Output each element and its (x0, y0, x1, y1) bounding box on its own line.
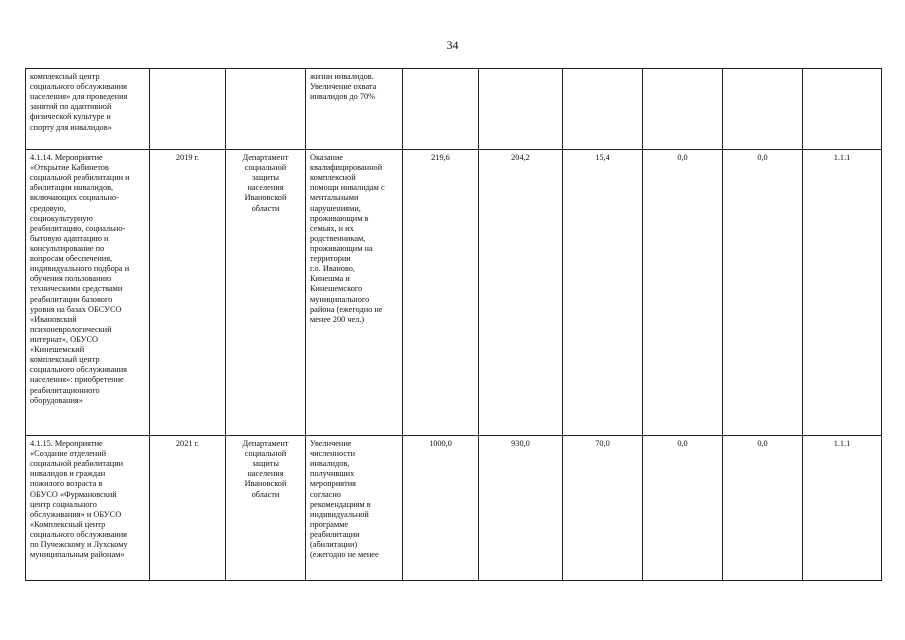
executor-cell (226, 436, 306, 581)
result-cell (306, 150, 403, 436)
value-other-cell: 0,0 (723, 436, 803, 581)
measures-table (25, 68, 882, 581)
expected-result: Увеличение численности инвалидов, получивших мероприятия согласно рекомендациям в индивидуальной программе реабилитации (абилитации) (ежегодно не менее (310, 439, 379, 560)
value-regional-cell: 930,0 (479, 436, 563, 581)
measure-name: 4.1.15. Мероприятие «Создание отделений социальной реабилитации инвалидов и граждан пожилого возраста в ОБУСО «Фурмановский центр социального обслуживания» и ОБУСО «Комплексный центр социального обслуживания по Пучежскому и Лухскому муниципальным районам» (30, 439, 128, 560)
value-federal-cell: 15,4 (563, 150, 643, 436)
table-row (26, 150, 882, 436)
executor: Департамент социальной защиты населения Ивановской области (242, 439, 289, 499)
value-other-cell: 0,0 (723, 150, 803, 436)
expected-result: Оказание квалифицированной комплексной помощи инвалидам с ментальными нарушениями, проживающим в семьях, и их родственникам, проживающим на территории г.о. Иваново, Кинешма и Кинешемского муниципального района (ежегодно не менее 200 чел.) (310, 153, 385, 324)
value-other-cell (723, 69, 803, 150)
value-local-cell: 0,0 (643, 150, 723, 436)
measure-name-cell (26, 69, 150, 150)
value-federal-cell: 70,0 (563, 436, 643, 581)
measure-name: комплексный центр социального обслуживания населения» для проведения занятий по адаптивной физической культуре и спорту для инвалидов» (30, 72, 128, 132)
result-cell (306, 69, 403, 150)
expected-result: жизни инвалидов. Увеличение охвата инвалидов до 70% (310, 72, 377, 102)
value-federal-cell (563, 69, 643, 150)
year-cell (150, 150, 226, 436)
measure-name-cell (26, 150, 150, 436)
value-total-cell: 219,6 (403, 150, 479, 436)
page-number: 34 (446, 38, 459, 52)
value-local-cell: 0,0 (643, 436, 723, 581)
measure-name-cell (26, 436, 150, 581)
measure-name: 4.1.14. Мероприятие «Открытие Кабинетов социальной реабилитации и абилитации инвалидов, включающих социально- средовую, социокультурную реабилитацию, социально- бытовую адаптацию и консультирование по вопросам обеспечения, индивидуального подбора и обучения пользованию техническими средствами реабилитации базового уровня на базах ОБСУСО «Ивановский психоневрологический интернат», ОБУСО «Кинешемский комплексный центр социального обслуживания населения»: приобретение реабилитационного оборудования» (30, 153, 130, 405)
executor-cell (226, 150, 306, 436)
value-total-cell (403, 69, 479, 150)
indicator-code-cell: 1.1.1 (803, 436, 882, 581)
result-cell (306, 436, 403, 581)
year: 2019 г. (175, 153, 200, 162)
executor-cell (226, 69, 306, 150)
table-row (26, 436, 882, 581)
executor: Департамент социальной защиты населения Ивановской области (242, 153, 289, 213)
year-cell (150, 436, 226, 581)
year: 2021 г. (175, 439, 200, 448)
indicator-code-cell: 1.1.1 (803, 150, 882, 436)
table-row (26, 69, 882, 150)
value-local-cell (643, 69, 723, 150)
value-regional-cell (479, 69, 563, 150)
indicator-code-cell (803, 69, 882, 150)
value-regional-cell: 204,2 (479, 150, 563, 436)
year-cell (150, 69, 226, 150)
value-total-cell: 1000,0 (403, 436, 479, 581)
